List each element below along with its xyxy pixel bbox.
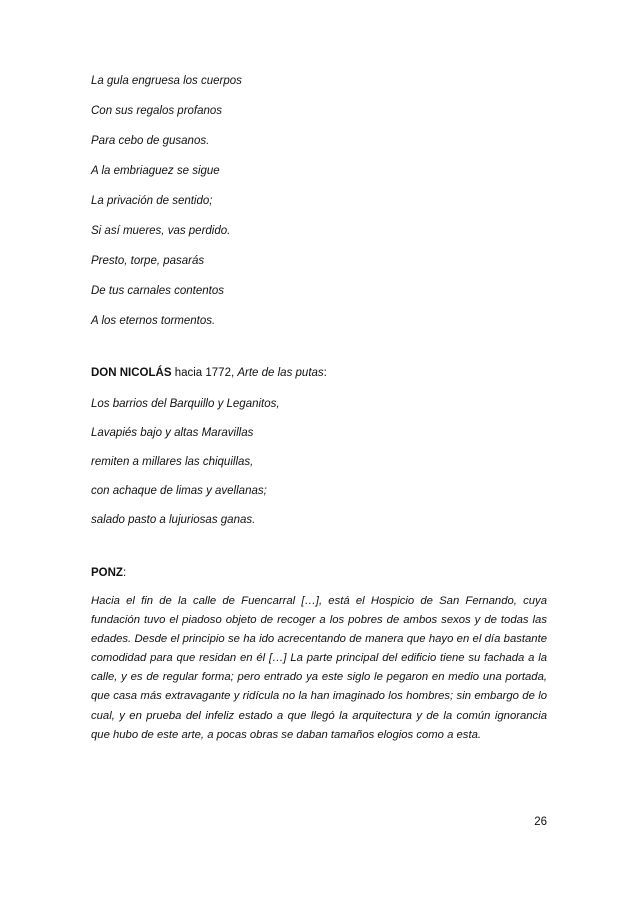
- verse-line: Si así mueres, vas perdido.: [91, 225, 231, 237]
- ponz-quote-paragraph: Hacia el fin de la calle de Fuencarral […], está el Hospicio de San Fernando, cuya fundación tuvo el piadoso objeto de recoger a los pobres de ambos sexos y de todas las edades. Desde el principio se ha ido acrecentando de manera que hayo en el día bastante comodidad para que residan en él […] La parte principal del edificio tiene su fachada a la calle, y es de regular forma; pero entrado ya este siglo le pegaron en medio una portada, que casa más extravagante y ridícula no la han imaginado los hombres; sin embargo de lo cual, y en prueba del infeliz estado a que llegó la arquitectura y de la común ignorancia que hubo de este arte, a pocas obras se daban tamaños elogios como a esta.: [91, 595, 547, 741]
- verse-line: La privación de sentido;: [91, 195, 213, 207]
- author-name: DON NICOLÁS: [91, 367, 172, 379]
- verse-line: De tus carnales contentos: [91, 285, 224, 297]
- verse-line: A la embriaguez se sigue: [91, 165, 220, 177]
- page-number: 26: [534, 816, 547, 828]
- verse-line: Los barrios del Barquillo y Leganitos,: [91, 398, 280, 410]
- verse-line: salado pasto a lujuriosas ganas.: [91, 514, 256, 526]
- date-text: hacia 1772,: [171, 367, 238, 379]
- verse-line: Lavapiés bajo y altas Maravillas: [91, 427, 254, 439]
- verse-line: La gula engruesa los cuerpos: [91, 75, 242, 87]
- work-title: Arte de las putas: [237, 367, 324, 379]
- verse-line: Con sus regalos profanos: [91, 105, 223, 117]
- verse-line: A los eternos tormentos.: [91, 315, 216, 327]
- verse-line: remiten a millares las chiquillas,: [91, 456, 254, 468]
- ponz-heading: [91, 566, 547, 581]
- verse-line: con achaque de limas y avellanas;: [91, 485, 267, 497]
- don-nicolas-heading: [91, 366, 547, 381]
- verse-line: Para cebo de gusanos.: [91, 135, 210, 147]
- heading-colon: :: [323, 367, 327, 379]
- verse-line: Presto, torpe, pasarás: [91, 255, 205, 267]
- heading-colon: :: [122, 567, 127, 579]
- author-name: PONZ: [91, 567, 123, 579]
